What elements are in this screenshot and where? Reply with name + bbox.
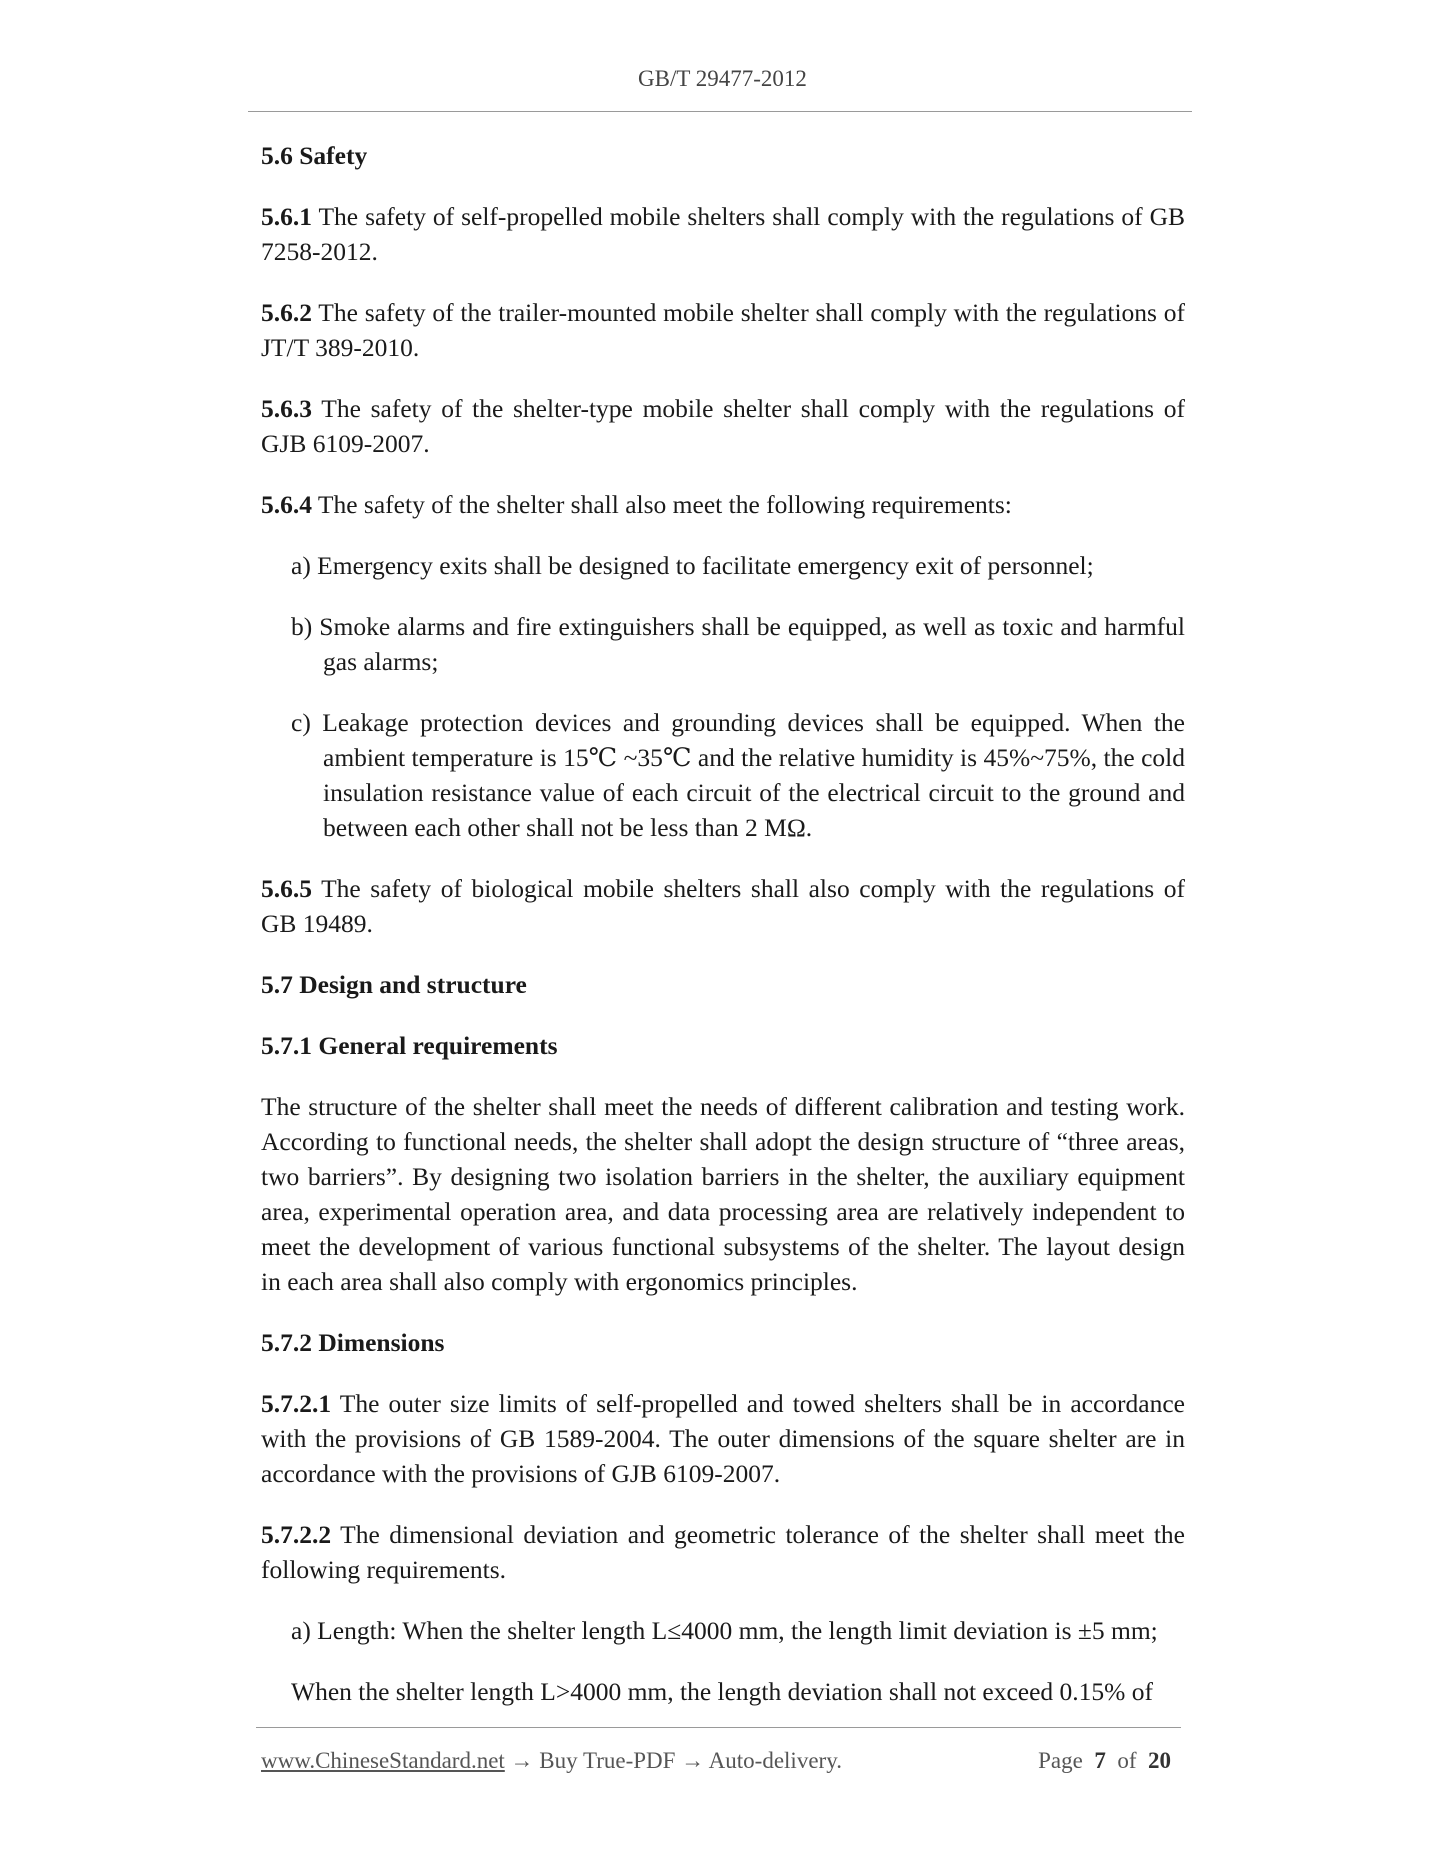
footer-divider [256, 1727, 1181, 1728]
section-heading-5-7-2: 5.7.2 Dimensions [261, 1328, 445, 1357]
clause-5-6-4 [261, 487, 1185, 522]
clause-number: 5.6.2 [261, 298, 312, 327]
auto-delivery-text: Auto-delivery. [708, 1748, 842, 1773]
clause-text: The safety of the trailer-mounted mobile shelter shall comply with the regulations of JT/T 389-2010. [261, 298, 1185, 362]
list-item-continuation: When the shelter length L>4000 mm, the length deviation shall not exceed 0.15% of [291, 1677, 1154, 1706]
clause-text: The outer size limits of self-propelled and towed shelters shall be in accordance with the provisions of GB 1589-2004. The outer dimensions of the square shelter are in accordance with the provisions of GJB 6109-2007. [261, 1389, 1185, 1488]
clause-number: 5.6.1 [261, 202, 312, 231]
clause-text: The safety of the shelter shall also meet the following requirements: [312, 490, 1012, 519]
clause-5-6-5 [261, 871, 1185, 941]
clause-5-6-2 [261, 295, 1185, 365]
list-item-5-7-2-2-a: a) Length: When the shelter length L≤4000 mm, the length limit deviation is ±5 mm; [291, 1616, 1158, 1645]
paragraph-5-7-1: The structure of the shelter shall meet the needs of different calibration and testing work. According to functional needs, the shelter shall adopt the design structure of “three areas, two barriers”. By designing two isolation barriers in the shelter, the auxiliary equipment area, experimental operation area, and data processing area are relatively independent to meet the development of various functional subsystems of the shelter. The layout design in each area shall also comply with ergonomics principles. [261, 1092, 1185, 1296]
clause-number: 5.6.5 [261, 874, 312, 903]
buy-pdf-link[interactable]: Buy True-PDF [539, 1748, 676, 1773]
of-label: of [1117, 1748, 1137, 1773]
list-item-5-6-4-a: a) Emergency exits shall be designed to facilitate emergency exit of personnel; [291, 551, 1094, 580]
document-header: GB/T 29477-2012 [638, 66, 807, 91]
clause-text: The safety of self-propelled mobile shelters shall comply with the regulations of GB 7258-2012. [261, 202, 1185, 266]
section-heading-5-6: 5.6 Safety [261, 141, 368, 170]
clause-number: 5.6.4 [261, 490, 312, 519]
section-heading-5-7: 5.7 Design and structure [261, 970, 527, 999]
current-page-number: 7 [1094, 1748, 1106, 1773]
clause-5-6-3 [261, 391, 1185, 461]
list-item-5-6-4-b: b) Smoke alarms and fire extinguishers shall be equipped, as well as toxic and harmful gas alarms; [291, 612, 1185, 676]
page-indicator [1038, 1748, 1171, 1774]
page-content [261, 138, 1185, 1709]
footer-promo [261, 1748, 842, 1774]
arrow-right-icon: → [504, 1748, 540, 1773]
header-divider [248, 111, 1192, 112]
clause-5-7-2-1 [261, 1386, 1185, 1491]
arrow-right-icon: → [675, 1748, 709, 1773]
clause-5-6-1 [261, 199, 1185, 269]
clause-number: 5.6.3 [261, 394, 312, 423]
clause-text: The safety of biological mobile shelters shall also comply with the regulations of GB 19489. [261, 874, 1185, 938]
website-link[interactable]: www.ChineseStandard.net [261, 1748, 505, 1773]
list-item-5-6-4-c: c) Leakage protection devices and grounding devices shall be equipped. When the ambient temperature is 15℃ ~35℃ and the relative humidity is 45%~75%, the cold insulation resistance value of each circuit of the electrical circuit to the ground and between each other shall not be less than 2 MΩ. [291, 708, 1185, 842]
section-heading-5-7-1: 5.7.1 General requirements [261, 1031, 558, 1060]
clause-number: 5.7.2.2 [261, 1520, 332, 1549]
clause-text: The dimensional deviation and geometric tolerance of the shelter shall meet the following requirements. [261, 1520, 1185, 1584]
clause-number: 5.7.2.1 [261, 1389, 332, 1418]
page-label: Page [1038, 1748, 1083, 1773]
total-page-count: 20 [1148, 1748, 1171, 1773]
clause-text: The safety of the shelter-type mobile shelter shall comply with the regulations of GJB 6109-2007. [261, 394, 1185, 458]
clause-5-7-2-2 [261, 1517, 1185, 1587]
